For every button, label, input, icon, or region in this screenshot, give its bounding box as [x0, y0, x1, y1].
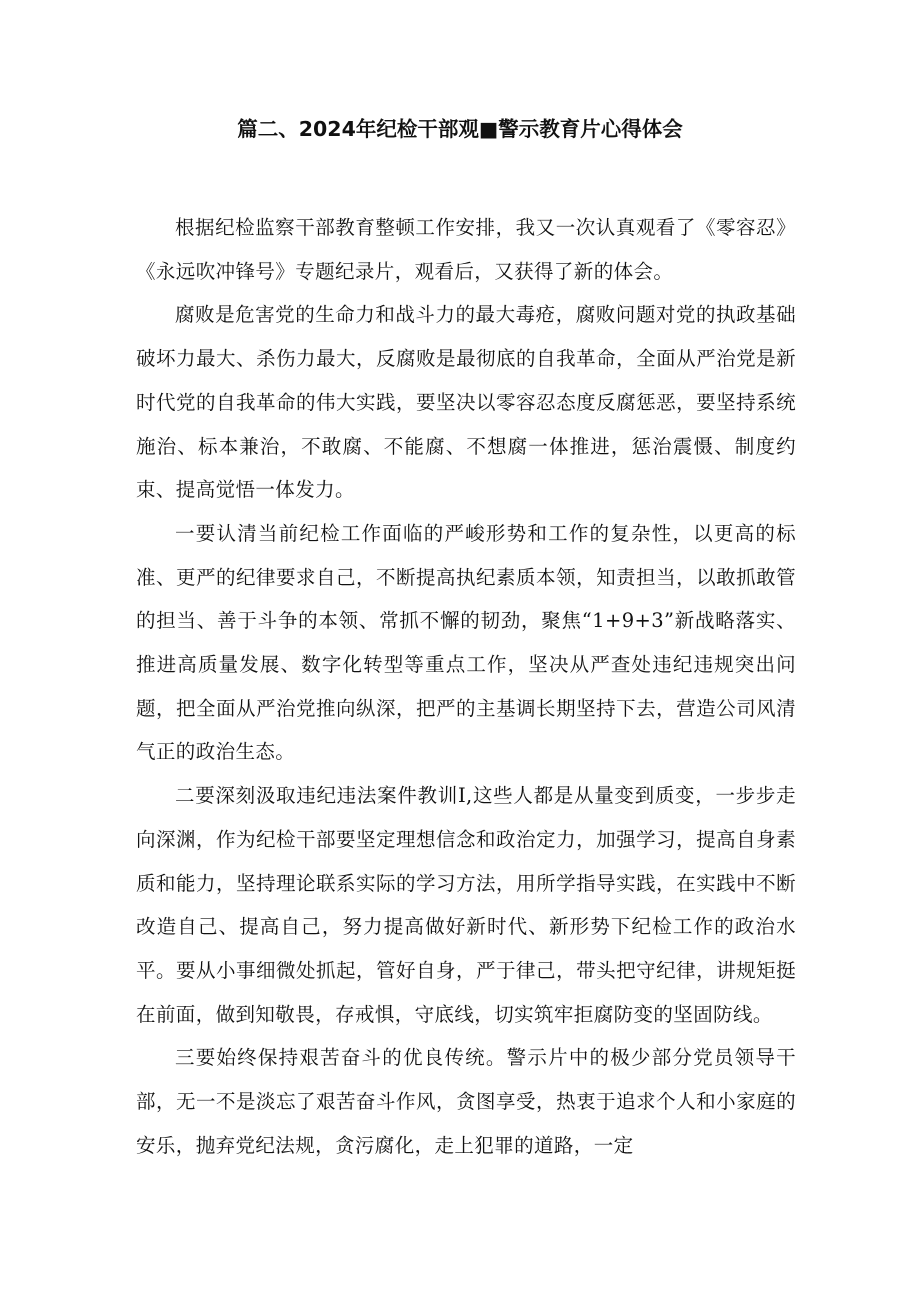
paragraph-point-three: 三要始终保持艰苦奋斗的优良传统。警示片中的极少部分党员领导干部，无一不是淡忘了艰苦奋斗作风，贪图享受，热衷于追求个人和小家庭的安乐，抛弃党纪法规，贪污腐化，走上犯罪的道路，一定: [136, 1046, 796, 1157]
paragraph-corruption: 腐败是危害党的生命力和战斗力的最大毒疮，腐败问题对党的执政基础破坏力最大、杀伤力最大，反腐败是最彻底的自我革命，全面从严治党是新时代党的自我革命的伟大实践，要坚决以零容忍态度反腐惩恶，要坚持系统施治、标本兼治，不敢腐、不能腐、不想腐一体推进，惩治震慑、制度约束、提高觉悟一体发力。: [136, 303, 796, 502]
paragraph-point-two: 二要深刻汲取违纪违法案件教训I,这些人都是从量变到质变，一步步走向深渊，作为纪检干部要坚定理想信念和政治定力，加强学习，提高自身素质和能力，坚持理论联系实际的学习方法，用所学指导实践，在实践中不断改造自己、提高自己，努力提高做好新时代、新形势下纪检工作的政治水平。要从小事细微处抓起，管好自身，严于律己，带头把守纪律，讲规矩挺在前面，做到知敬畏，存戒惧，守底线，切实筑牢拒腐防变的坚固防线。: [136, 784, 796, 1026]
paragraph-point-one: 一要认清当前纪检工作面临的严峻形势和工作的复杂性，以更高的标准、更严的纪律要求自己，不断提高执纪素质本领，知责担当，以敢抓敢管的担当、善于斗争的本领、常抓不懈的韧劲，聚焦“1+9+3”新战略落实、推进高质量发展、数字化转型等重点工作，坚决从严查处违纪违规突出问题，把全面从严治党推向纵深，把严的主基调长期坚持下去，营造公司风清气正的政治生态。: [136, 521, 796, 764]
document-body: [136, 206, 796, 1167]
document-title: 篇二、2024年纪检干部观■警示教育片心得体会: [237, 117, 683, 141]
paragraph-intro: 根据纪检监察干部教育整顿工作安排，我又一次认真观看了《零容忍》《永远吹冲锋号》专题纪录片，观看后，又获得了新的体会。: [136, 216, 796, 283]
